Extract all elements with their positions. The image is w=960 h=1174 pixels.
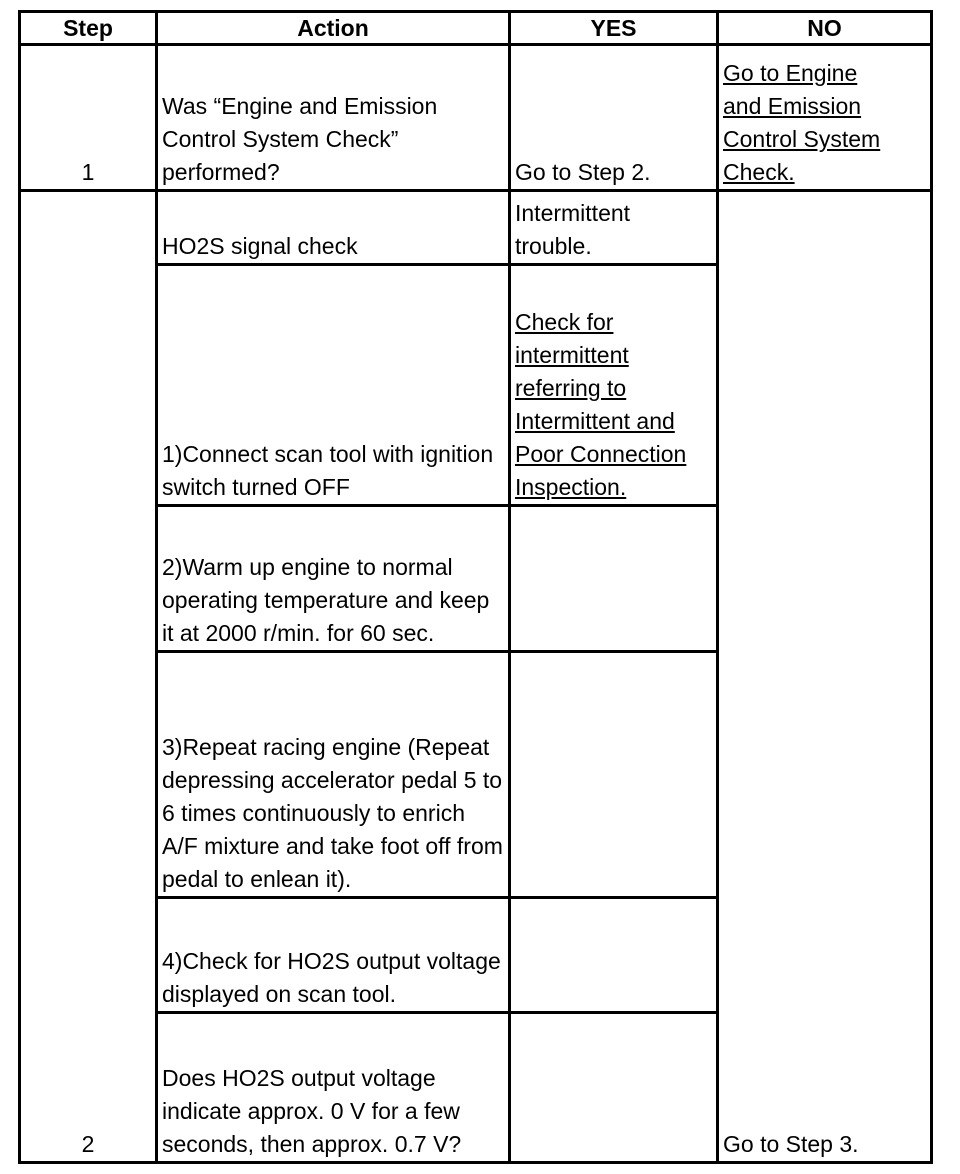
- yes-cell: Intermittent trouble.: [510, 191, 718, 265]
- action-cell: 2)Warm up engine to normal operating temperature and keep it at 2000 r/min. for 60 sec.: [157, 506, 510, 652]
- no-link[interactable]: Go to Engine and Emission Control System Check.: [718, 45, 932, 191]
- action-cell: 1)Connect scan tool with ignition switch turned OFF: [157, 265, 510, 506]
- yes-cell: [510, 1013, 718, 1163]
- yes-cell: [510, 652, 718, 898]
- action-cell: Does HO2S output voltage indicate approx. 0 V for a few seconds, then approx. 0.7 V?: [157, 1013, 510, 1163]
- yes-link[interactable]: Check for intermittent referring to Intermittent and Poor Connection Inspection.: [510, 265, 718, 506]
- step-number: 1: [20, 45, 157, 191]
- yes-cell: [510, 506, 718, 652]
- table-row: [20, 45, 932, 191]
- action-cell: Was “Engine and Emission Control System Check” performed?: [157, 45, 510, 191]
- diagnostic-table: [18, 10, 933, 1164]
- action-cell: 4)Check for HO2S output voltage displayed on scan tool.: [157, 898, 510, 1013]
- header-action: Action: [157, 12, 510, 45]
- header-no: NO: [718, 12, 932, 45]
- header-step: Step: [20, 12, 157, 45]
- yes-cell: Go to Step 2.: [510, 45, 718, 191]
- no-cell: Go to Step 3.: [718, 191, 932, 1163]
- action-cell: HO2S signal check: [157, 191, 510, 265]
- yes-cell: [510, 898, 718, 1013]
- action-cell: 3)Repeat racing engine (Repeat depressing accelerator pedal 5 to 6 times continuously to enrich A/F mixture and take foot off from pedal to enlean it).: [157, 652, 510, 898]
- header-yes: YES: [510, 12, 718, 45]
- table-row: [20, 191, 932, 265]
- step-number: 2: [20, 191, 157, 1163]
- header-row: [20, 12, 932, 45]
